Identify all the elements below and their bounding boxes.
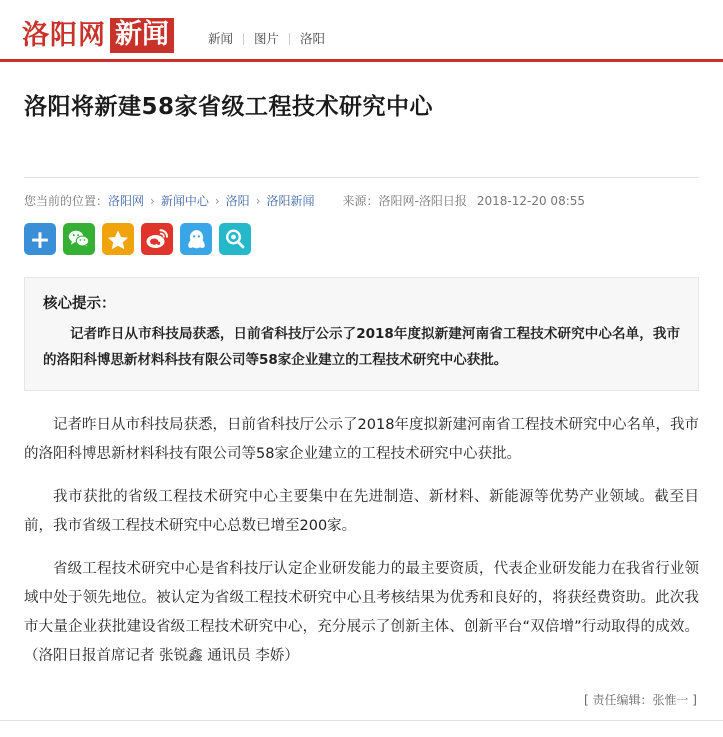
- logo-main-text: 洛阳网: [22, 20, 106, 51]
- breadcrumb-sep-1: ›: [214, 193, 220, 208]
- core-tip-box: [24, 277, 699, 391]
- site-header: [0, 0, 723, 62]
- breadcrumb-item-2[interactable]: 洛阳: [225, 194, 250, 208]
- footer-divider: [0, 720, 723, 721]
- editor-credit: [ 责任编辑：张惟一 ]: [584, 692, 697, 707]
- nav-item-luoyang[interactable]: 洛阳: [300, 30, 326, 46]
- article-paragraph-1: 记者昨日从市科技局获悉，日前省科技厅公示了2018年度拟新建河南省工程技术研究中心名单，我市的洛阳科博思新材料科技有限公司等58家企业建立的工程技术研究中心获批。: [24, 416, 699, 462]
- breadcrumb-sep-0: ›: [150, 193, 155, 208]
- title-block: [0, 62, 723, 121]
- breadcrumb-item-1[interactable]: 新闻中心: [160, 194, 209, 208]
- main-nav: [198, 30, 335, 60]
- nav-item-pictures[interactable]: 图片: [244, 33, 290, 46]
- breadcrumb-item-3[interactable]: 洛阳新闻: [266, 194, 315, 208]
- share-plus-icon[interactable]: +: [24, 223, 56, 255]
- article-body: [0, 391, 723, 671]
- nav-item-news[interactable]: 新闻: [198, 33, 244, 46]
- share-bar: [0, 209, 723, 255]
- source-label: 来源：: [342, 194, 379, 208]
- location-label: 您当前的位置：: [24, 194, 109, 208]
- source-value: 洛阳网-洛阳日报: [378, 194, 467, 208]
- weibo-icon[interactable]: [141, 223, 173, 255]
- site-logo[interactable]: [0, 10, 188, 59]
- logo-badge-text: 新闻: [110, 18, 174, 53]
- qq-icon[interactable]: [180, 223, 212, 255]
- wechat-icon[interactable]: [63, 223, 95, 255]
- search-share-icon[interactable]: [219, 223, 251, 255]
- core-tip-title: 核心提示：: [43, 296, 116, 312]
- article-paragraph-2: 我市获批的省级工程技术研究中心主要集中在先进制造、新材料、新能源等优势产业领域。截至目前，我市省级工程技术研究中心总数已增至200家。: [24, 488, 699, 534]
- breadcrumb-item-0[interactable]: 洛阳网: [108, 194, 145, 208]
- core-tip-text: 记者昨日从市科技局获悉，日前省科技厅公示了2018年度拟新建河南省工程技术研究中心名单，我市的洛阳科博思新材料科技有限公司等58家企业建立的工程技术研究中心获批。: [43, 326, 680, 369]
- breadcrumb: [0, 178, 723, 209]
- article-paragraph-3: 省级工程技术研究中心是省科技厅认定企业研发能力的最主要资质，代表企业研发能力在我省行业领域中处于领先地位。被认定为省级工程技术研究中心且考核结果为优秀和良好的，将获经费资助。此次我市大量企业获批建设省级工程技术研究中心，充分展示了创新主体、创新平台“双倍增”行动取得的成效。（洛阳日报首席记者 张锐鑫 通讯员 李娇）: [24, 560, 699, 664]
- publish-date: 2018-12-20 08:55: [476, 193, 586, 208]
- page-title: 洛阳将新建58家省级工程技术研究中心: [24, 94, 434, 120]
- breadcrumb-sep-2: ›: [255, 193, 261, 208]
- favorite-star-icon[interactable]: [102, 223, 134, 255]
